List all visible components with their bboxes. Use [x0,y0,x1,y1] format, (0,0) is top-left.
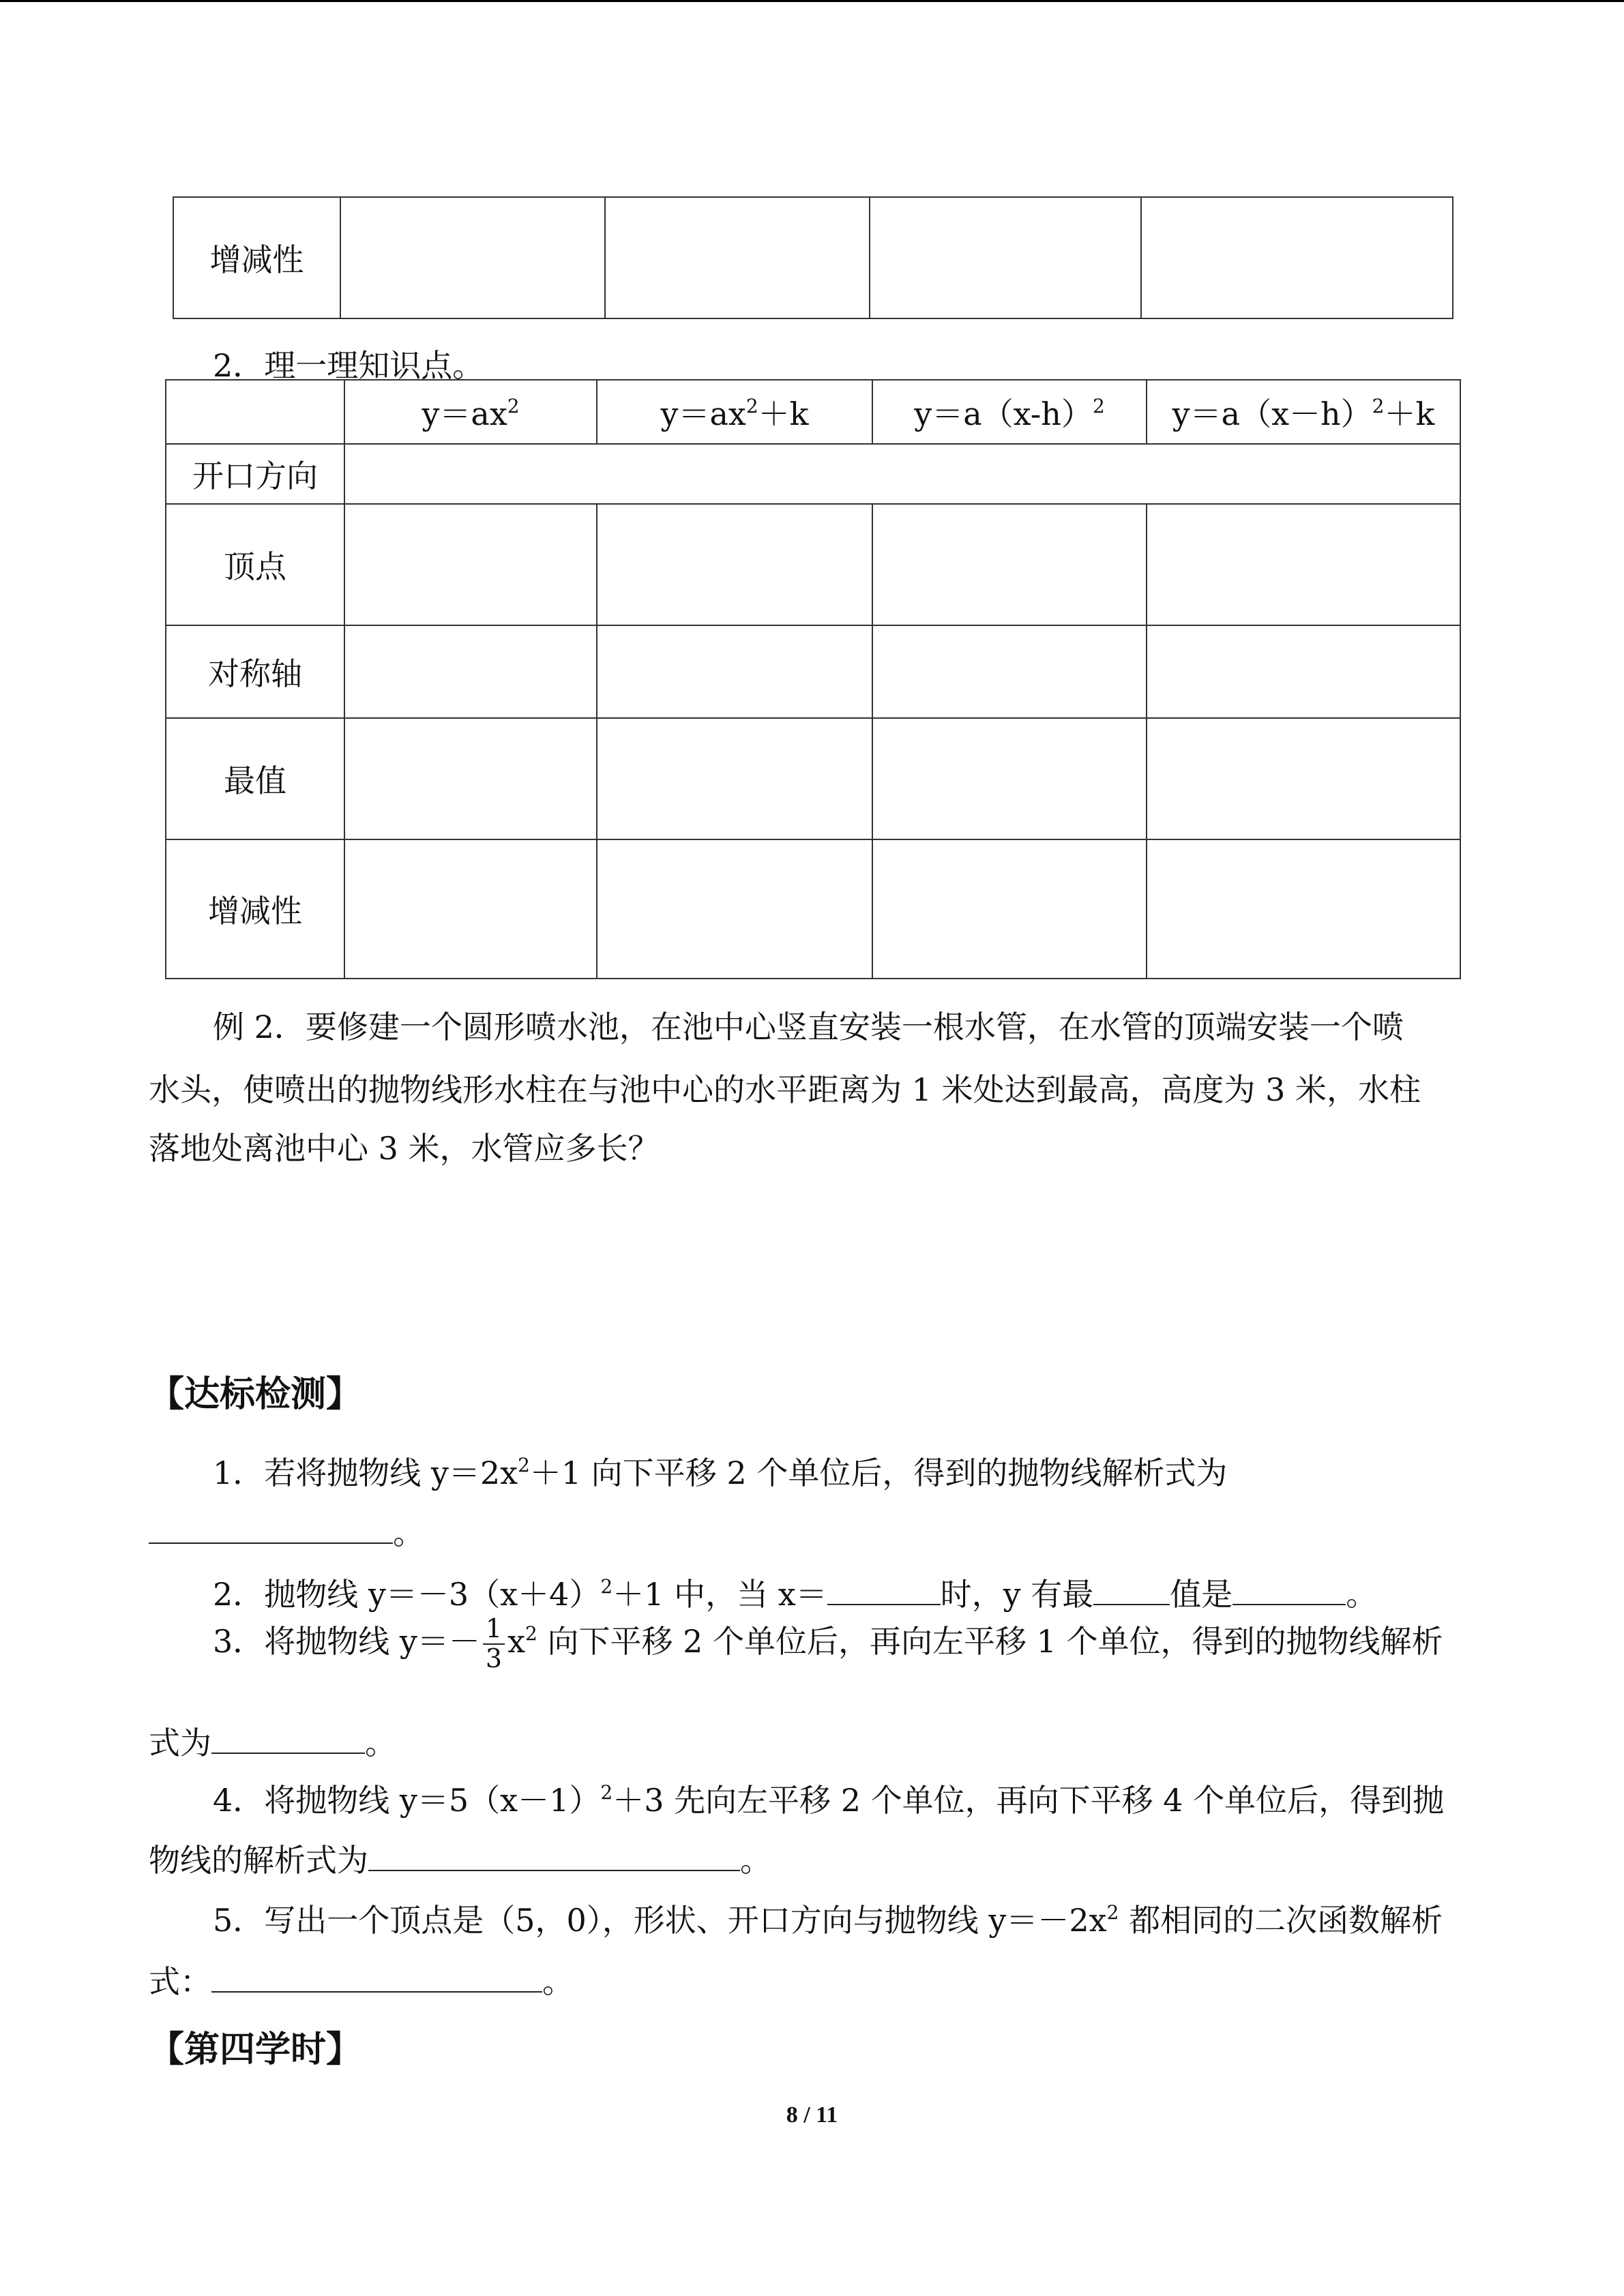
table-corner-cell [166,380,344,444]
answer-blank-x[interactable] [827,1577,941,1605]
answer-blank[interactable] [149,1515,393,1544]
table-cell [1147,718,1460,839]
table-cell [872,625,1147,718]
answer-blank[interactable] [368,1843,740,1871]
row-label-extreme: 最值 [166,718,344,839]
row-label: 增减性 [173,197,340,318]
table-cell [872,839,1147,979]
top-border-line [0,0,1624,2]
row-label-monotonicity: 增减性 [166,839,344,979]
question-3-line2: 式为 。 [149,1725,396,1761]
example2-line3: 落地处离池中心 3 米，水管应多长？ [149,1130,660,1167]
table-cell [597,718,872,839]
answer-blank[interactable] [211,1964,542,1993]
table-cell [1147,504,1460,625]
question-4: 4．将抛物线 $y=5(x-1)^2+3$ 先向左平移 2 个单位，再向下平移 4 个单位后，得到抛 [213,1781,1445,1819]
section-fourth-title: 【第四学时】 [149,2029,362,2070]
table-row [166,444,1460,504]
header-y-ax2-k: $y=ax^2+k$ [597,380,872,444]
table-cell [344,839,597,979]
row-label-opening-direction: 开口方向 [166,444,344,504]
table-cell [344,718,597,839]
table-cell [340,197,605,318]
table-row [166,718,1460,839]
table-cell [1147,839,1460,979]
section-check-title: 【达标检测】 [149,1374,362,1415]
question-4-line2: 物线的解析式为 。 [149,1842,771,1879]
question-2: 2．抛物线 $y=-3(x+4)^2+1$ 中，当 x＝ 时，y 有最 值是 。 [213,1575,1378,1613]
table-row [166,839,1460,979]
table-cell [344,625,597,718]
answer-blank-extreme[interactable] [1093,1577,1170,1605]
table-cell [1141,197,1453,318]
header-y-a-x-h-2-k: $y=a(x-h)^2+k$ [1147,380,1460,444]
fraction-one-third: $\frac{1}{3}$ [483,1615,505,1673]
table-row [166,625,1460,718]
section-2-title: 2．理一理知识点。 [213,347,484,384]
table-continuation [173,196,1453,319]
page-number: 8 / 11 [786,2102,838,2128]
table-cell [605,197,870,318]
header-y-a-x-h-2: $y=a(x-h)^2$ [872,380,1147,444]
table-cell [597,839,872,979]
table-row [166,504,1460,625]
table-header-row [166,380,1460,444]
question-5: 5．写出一个顶点是（5，0），形状、开口方向与抛物线 $y=-2x^2$ 都相同的二次函数解析 [213,1901,1443,1939]
table-cell [597,504,872,625]
table-cell [344,504,597,625]
answer-blank[interactable] [211,1725,365,1754]
table-cell [870,197,1141,318]
row-label-vertex: 顶点 [166,504,344,625]
question-3: 3．将抛物线 y＝－ $\frac{1}{3}$ $x^2$ 向下平移 2 个单位后，再向左平移 1 个单位，得到的抛物线解析 [213,1613,1443,1673]
table-cell [872,718,1147,839]
header-y-ax2: $y=ax^2$ [344,380,597,444]
table-cell [1147,625,1460,718]
example2-line2: 水头，使喷出的抛物线形水柱在与池中心的水平距离为 1 米处达到最高，高度为 3 米，水柱 [149,1071,1421,1108]
question-1-answer-line: 。 [149,1508,424,1553]
row-label-axis: 对称轴 [166,625,344,718]
table-cell [344,444,1460,504]
question-5-line2: 式： 。 [149,1963,574,2000]
question-1: 1．若将抛物线 $y=2x^2+1$ 向下平移 2 个单位后，得到的抛物线解析式为 [213,1454,1228,1491]
table-row [173,197,1453,318]
table-cell [872,504,1147,625]
table-cell [597,625,872,718]
answer-blank-value[interactable] [1232,1577,1346,1605]
knowledge-table [165,379,1461,979]
example2-line1: 例 2．要修建一个圆形喷水池，在池中心竖直安装一根水管，在水管的顶端安装一个喷 [213,1009,1404,1045]
